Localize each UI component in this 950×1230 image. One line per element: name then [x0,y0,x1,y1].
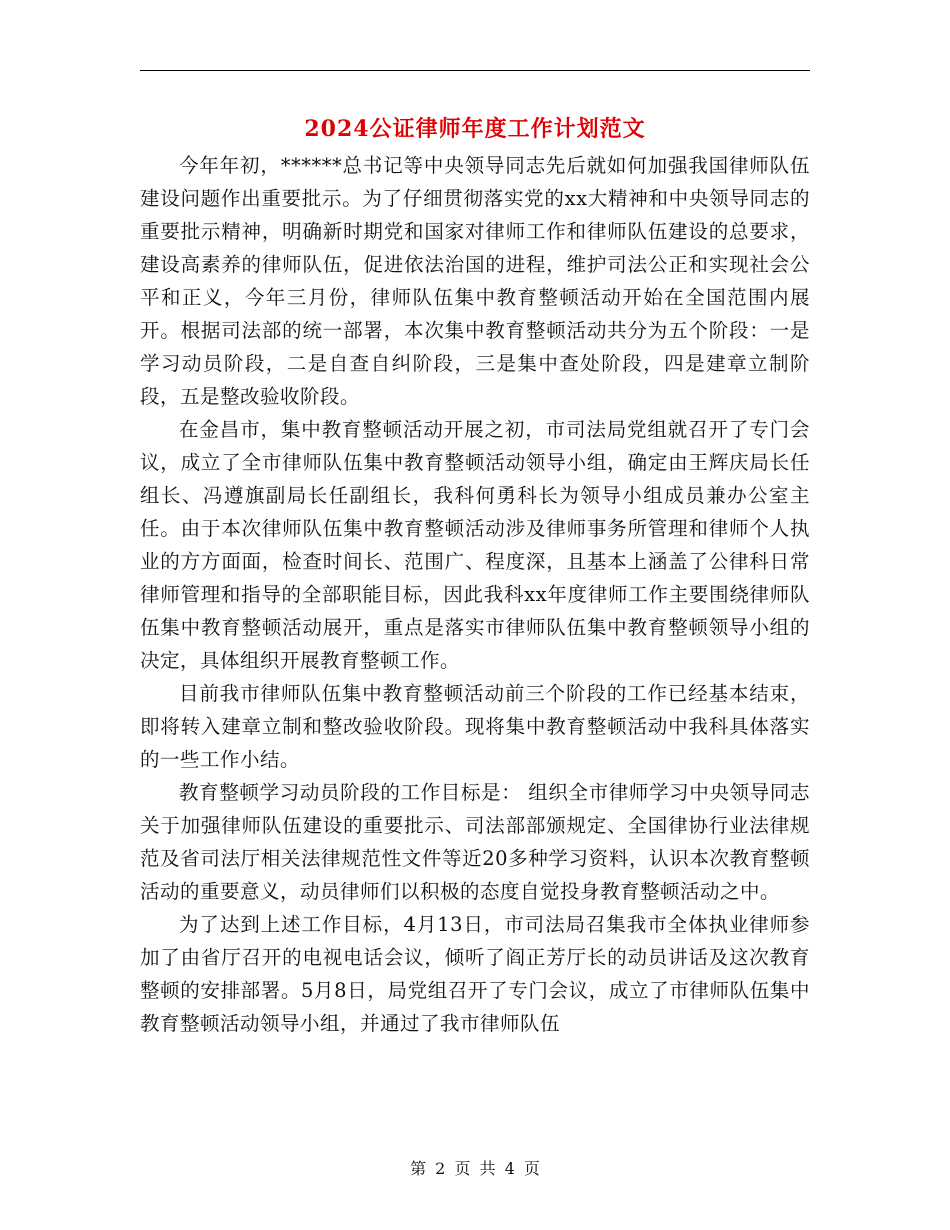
document-body [140,149,810,1040]
page-number: 第 2 页 共 4 页 [410,1159,540,1178]
header-rule [140,70,810,71]
document-title: 2024公证律师年度工作计划范文 [304,116,646,142]
body-paragraph: 目前我市律师队伍集中教育整顿活动前三个阶段的工作已经基本结束，即将转入建章立制和整改验收阶段。现将集中教育整顿活动中我科具体落实的一些工作小结。 [140,682,810,771]
body-paragraph: 教育整顿学习动员阶段的工作目标是： 组织全市律师学习中央领导同志关于加强律师队伍建设的重要批示、司法部部颁规定、全国律协行业法律规范及省司法厅相关法律规范性文件等近20多种学习资料，认识本次教育整顿活动的重要意义，动员律师们以积极的态度自觉投身教育整顿活动之中。 [140,781,810,903]
body-paragraph: 为了达到上述工作目标，4月13日，市司法局召集我市全体执业律师参加了由省厅召开的电视电话会议，倾听了阎正芳厅长的动员讲话及这次教育整顿的安排部署。5月8日，局党组召开了专门会议，成立了市律师队伍集中教育整顿活动领导小组，并通过了我市律师队伍 [140,913,810,1035]
body-paragraph: 今年年初，******总书记等中央领导同志先后就如何加强我国律师队伍建设问题作出重要批示。为了仔细贯彻落实党的xx大精神和中央领导同志的重要批示精神，明确新时期党和国家对律师工作和律师队伍建设的总要求，建设高素养的律师队伍，促进依法治国的进程，维护司法公正和实现社会公平和正义，今年三月份，律师队伍集中教育整顿活动开始在全国范围内展开。根据司法部的统一部署，本次集中教育整顿活动共分为五个阶段：一是学习动员阶段，二是自查自纠阶段，三是集中查处阶段，四是建章立制阶段，五是整改验收阶段。 [140,154,810,408]
body-paragraph: 在金昌市，集中教育整顿活动开展之初，市司法局党组就召开了专门会议，成立了全市律师队伍集中教育整顿活动领导小组，确定由王辉庆局长任组长、冯遵旗副局长任副组长，我科何勇科长为领导小组成员兼办公室主任。由于本次律师队伍集中教育整顿活动涉及律师事务所管理和律师个人执业的方方面面，检查时间长、范围广、程度深，且基本上涵盖了公律科日常律师管理和指导的全部职能目标，因此我科xx年度律师工作主要围绕律师队伍集中教育整顿活动展开，重点是落实市律师队伍集中教育整顿领导小组的决定，具体组织开展教育整顿工作。 [140,418,810,672]
